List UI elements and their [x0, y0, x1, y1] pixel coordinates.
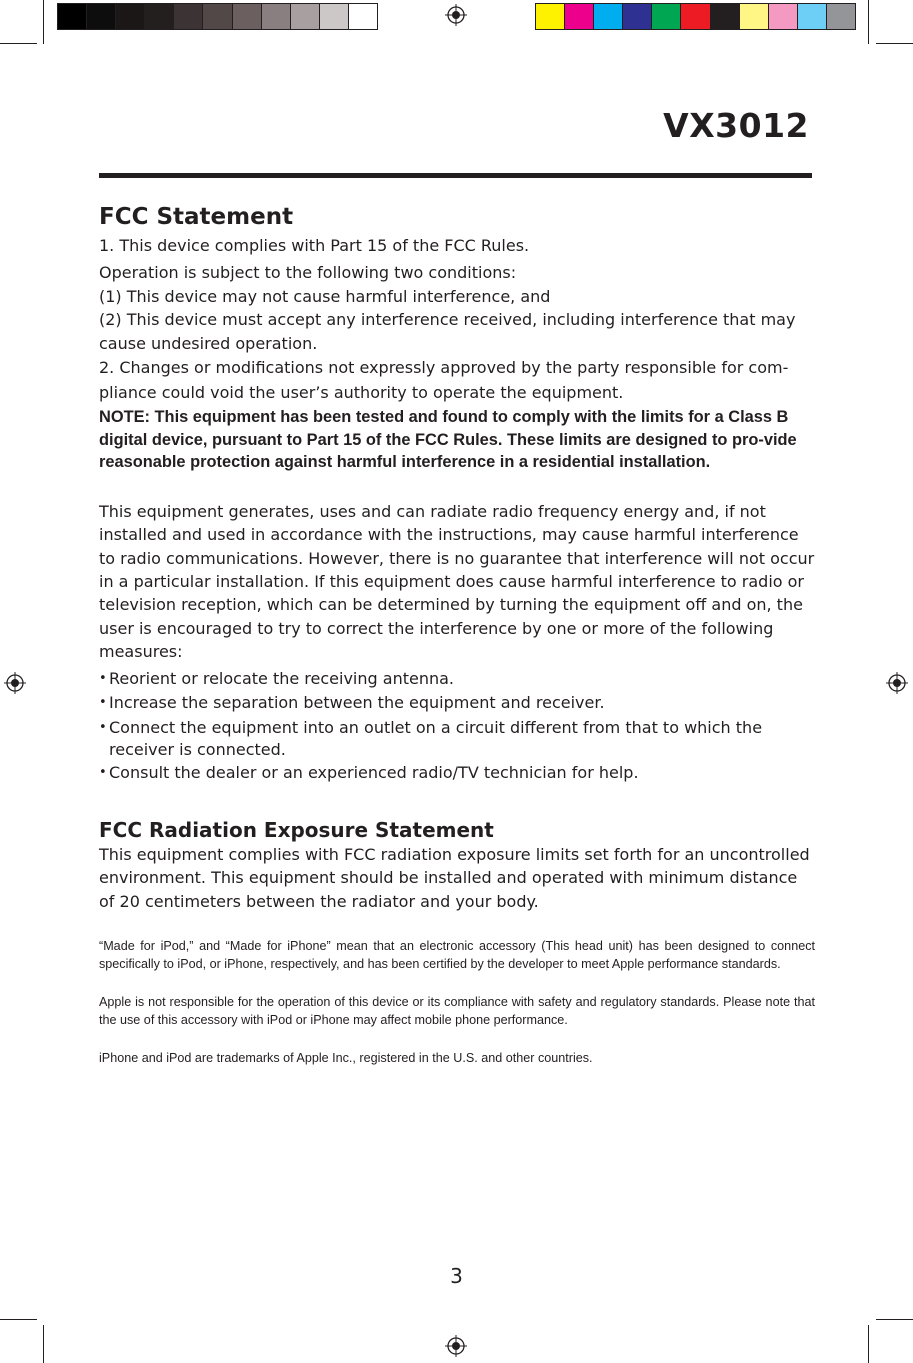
- color-swatch: [536, 4, 565, 29]
- fcc-statement-heading: FCC Statement: [99, 204, 294, 230]
- color-swatch: [87, 4, 116, 29]
- color-swatch: [594, 4, 623, 29]
- page-number: 3: [450, 1264, 463, 1288]
- color-swatch: [652, 4, 681, 29]
- color-swatch: [262, 4, 291, 29]
- crop-mark: [43, 0, 44, 44]
- crop-mark: [876, 43, 913, 44]
- list-item: • Reorient or relocate the receiving antenna.: [99, 667, 815, 691]
- fcc-paragraph: (2) This device must accept any interference received, including interference that may cause undesired operation.: [99, 310, 796, 353]
- list-item: • Increase the separation between the equipment and receiver.: [99, 691, 815, 715]
- apple-paragraph: iPhone and iPod are trademarks of Apple Inc., registered in the U.S. and other countries.: [99, 1051, 593, 1066]
- color-swatch: [769, 4, 798, 29]
- model-number: VX3012: [663, 106, 809, 145]
- color-swatch: [681, 4, 710, 29]
- color-swatch: [740, 4, 769, 29]
- apple-paragraph: Apple is not responsible for the operation of this device or its compliance with safety and regulatory standards. Please note that the use of this accessory with iPod or iPhone may affect mobile phone performance.: [99, 995, 815, 1027]
- registration-mark-icon: [445, 4, 467, 26]
- header-rule: [99, 173, 812, 178]
- color-swatch: [565, 4, 594, 29]
- grayscale-color-bar: [57, 3, 378, 30]
- color-swatch: [116, 4, 145, 29]
- process-color-bar: [535, 3, 856, 30]
- crop-mark: [0, 43, 37, 44]
- radiation-body: This equipment complies with FCC radiation exposure limits set forth for an uncontrolled environment. This equipment should be installed and operated with minimum distance of 20 centimeters between the radiator and your body.: [99, 844, 810, 911]
- color-swatch: [58, 4, 87, 29]
- crop-mark: [868, 0, 869, 44]
- list-item: • Consult the dealer or an experienced radio/TV technician for help.: [99, 761, 815, 785]
- color-swatch: [145, 4, 174, 29]
- registration-mark-icon: [4, 672, 26, 694]
- color-swatch: [203, 4, 232, 29]
- fcc-paragraph: Operation is subject to the following two conditions:: [99, 263, 517, 283]
- registration-mark-icon: [886, 672, 908, 694]
- crop-mark: [868, 1325, 869, 1363]
- crop-mark: [876, 1319, 913, 1320]
- fcc-body: This equipment generates, uses and can radiate radio frequency energy and, if not installed and used in accordance with the instructions, may cause harmful interference to radio communications. However, there is no guarantee that interference will not occur in a particular installation. If this equipment does cause harmful interference to radio or television reception, which can be determined by turning the equipment off and on, the user is encouraged to try to correct the interference by one or more of the following measures:: [99, 501, 815, 662]
- apple-paragraph: “Made for iPod,” and “Made for iPhone” mean that an electronic accessory (This head unit) has been designed to connect specifically to iPod, or iPhone, respectively, and has been certified by the developer to meet Apple performance standards.: [99, 939, 815, 971]
- color-swatch: [174, 4, 203, 29]
- fcc-paragraph: 2. Changes or modifications not expressly approved by the party responsible for com-pliance could void the user’s authority to operate the equipment.: [99, 358, 789, 403]
- color-swatch: [711, 4, 740, 29]
- color-swatch: [623, 4, 652, 29]
- radiation-heading: FCC Radiation Exposure Statement: [99, 817, 494, 842]
- list-item: • Connect the equipment into an outlet on a circuit different from that to which the receiver is connected.: [99, 717, 815, 761]
- fcc-paragraph: (1) This device may not cause harmful interference, and: [99, 286, 551, 306]
- color-swatch: [798, 4, 827, 29]
- color-swatch: [291, 4, 320, 29]
- page-content: [99, 200, 815, 1068]
- color-swatch: [320, 4, 349, 29]
- registration-mark-icon: [445, 1335, 467, 1357]
- crop-mark: [43, 1325, 44, 1363]
- color-swatch: [233, 4, 262, 29]
- fcc-paragraph: 1. This device complies with Part 15 of the FCC Rules.: [99, 236, 530, 255]
- color-swatch: [827, 4, 855, 29]
- measures-list: [99, 667, 815, 786]
- fcc-note: NOTE: This equipment has been tested and found to comply with the limits for a Class B digital device, pursuant to Part 15 of the FCC Rules. These limits are designed to pro-vide reasonable protection against harmful interference in a residential installation.: [99, 408, 797, 472]
- crop-mark: [0, 1319, 37, 1320]
- color-swatch: [349, 4, 377, 29]
